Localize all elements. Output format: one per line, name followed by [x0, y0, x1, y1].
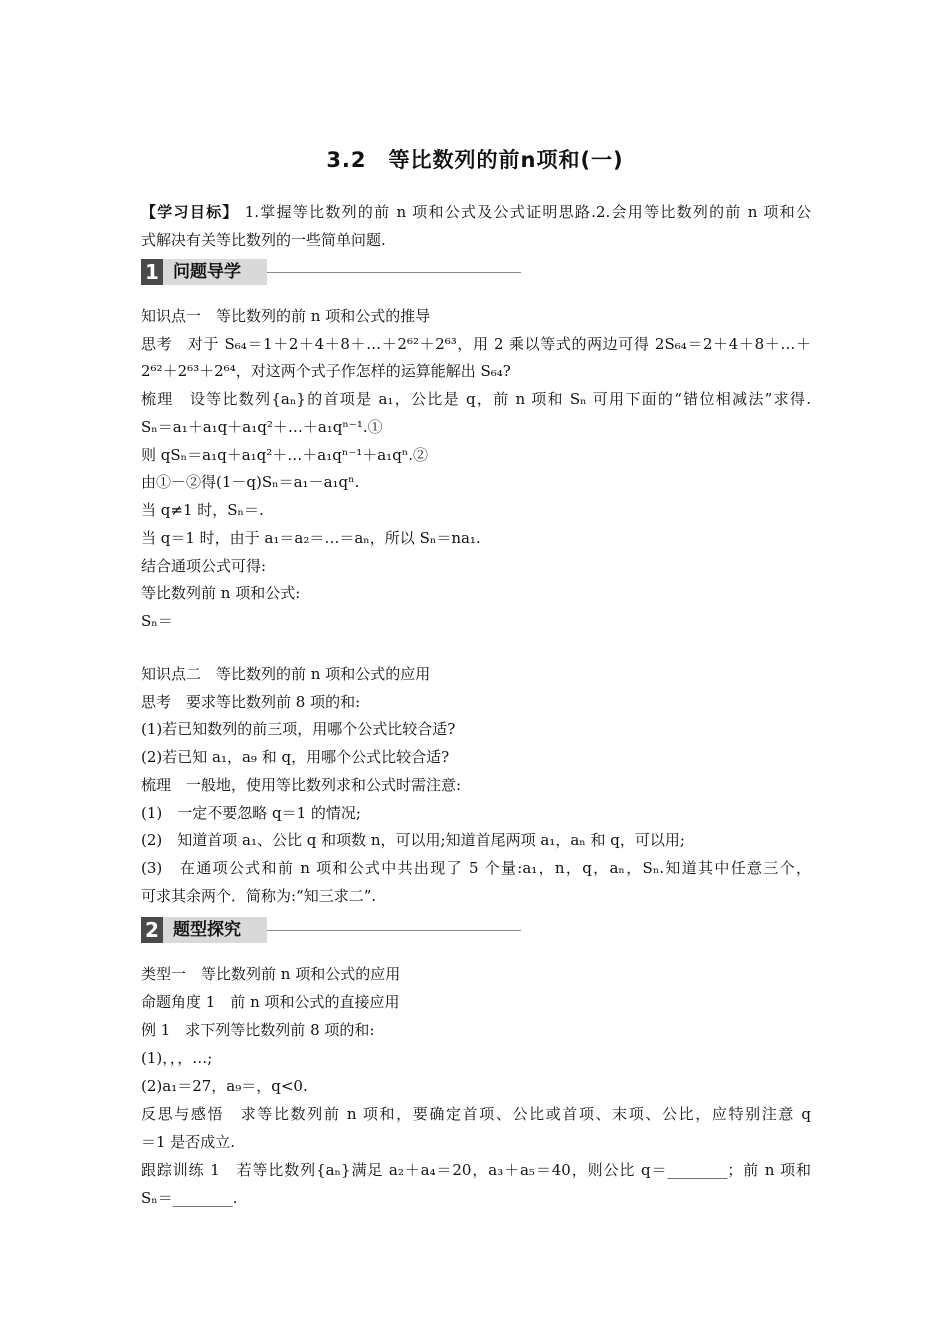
page-title: 3.2 等比数列的前n项和(一) — [326, 148, 624, 172]
section-heading-1 — [141, 259, 521, 285]
section-number: 1 — [141, 259, 163, 285]
text-line: (1)，，，…; — [141, 1049, 213, 1067]
section-rule — [267, 272, 521, 273]
text-line: 例 1 求下列等比数列前 8 项的和: — [141, 1021, 375, 1039]
goal-text-1: 1.掌握等比数列的前 n 项和公式及公式证明思路.2.会用等比数列的前 n 项和公 — [244, 203, 811, 221]
text-line: 知识点二 等比数列的前 n 项和公式的应用 — [141, 665, 431, 683]
section-number: 2 — [141, 917, 163, 943]
section-heading-2 — [141, 917, 521, 943]
text-line: 梳理 一般地，使用等比数列求和公式时需注意: — [141, 776, 462, 794]
text-line: 可求其余两个．简称为:“知三求二”. — [141, 887, 377, 905]
text-line: (1) 一定不要忽略 q＝1 的情况; — [141, 804, 361, 822]
text-line: 知识点一 等比数列的前 n 项和公式的推导 — [141, 307, 431, 325]
text-line: (1)若已知数列的前三项，用哪个公式比较合适? — [141, 720, 456, 738]
section-label: 题型探究 — [173, 920, 241, 940]
text-line: Sₙ＝ — [141, 612, 173, 630]
text-line: (3) 在通项公式和前 n 项和公式中共出现了 5 个量:a₁，n，q，aₙ，Sₙ.知道其中任意三个， — [141, 859, 811, 877]
text-line: 类型一 等比数列前 n 项和公式的应用 — [141, 965, 401, 983]
text-line: (2) 知道首项 a₁、公比 q 和项数 n，可以用;知道首尾两项 a₁，aₙ 和 q，可以用; — [141, 831, 685, 849]
text-line: 命题角度 1 前 n 项和公式的直接应用 — [141, 993, 400, 1011]
text-line: 2⁶²＋2⁶³＋2⁶⁴，对这两个式子作怎样的运算能解出 S₆₄? — [141, 362, 511, 380]
text-line: ＝1 是否成立. — [141, 1133, 236, 1151]
text-line: (2)a₁＝27，a₉＝，q<0. — [141, 1077, 308, 1095]
text-line: 由①－②得(1－q)Sₙ＝a₁－a₁qⁿ. — [141, 473, 360, 491]
text-line: 反思与感悟 求等比数列前 n 项和，要确定首项、公比或首项、末项、公比，应特别注意 q — [141, 1105, 811, 1123]
text-line: Sₙ＝________. — [141, 1189, 238, 1207]
text-line: 梳理 设等比数列{aₙ}的首项是 a₁，公比是 q，前 n 项和 Sₙ 可用下面的“错位相减法”求得. — [141, 390, 811, 408]
goal-line-1 — [141, 202, 811, 222]
text-line: 等比数列前 n 项和公式: — [141, 584, 301, 602]
section-rule — [267, 930, 521, 931]
text-line: 跟踪训练 1 若等比数列{aₙ}满足 a₂＋a₄＝20，a₃＋a₅＝40，则公比 q＝________；前 n 项和 — [141, 1161, 811, 1179]
text-line: 当 q＝1 时，由于 a₁＝a₂＝…＝aₙ，所以 Sₙ＝na₁. — [141, 529, 481, 547]
text-line: 思考 对于 S₆₄＝1＋2＋4＋8＋…＋2⁶²＋2⁶³，用 2 乘以等式的两边可得 2S₆₄＝2＋4＋8＋…＋ — [141, 335, 811, 353]
text-line: 结合通项公式可得: — [141, 557, 267, 575]
text-line: Sₙ＝a₁＋a₁q＋a₁q²＋…＋a₁qⁿ⁻¹.① — [141, 418, 383, 436]
text-line: 思考 要求等比数列前 8 项的和: — [141, 693, 361, 711]
goal-line-2: 式解决有关等比数列的一些简单问题. — [141, 231, 386, 249]
text-line: 则 qSₙ＝a₁q＋a₁q²＋…＋a₁qⁿ⁻¹＋a₁qⁿ.② — [141, 446, 429, 464]
text-line: (2)若已知 a₁，a₉ 和 q，用哪个公式比较合适? — [141, 748, 450, 766]
goal-label: 【学习目标】 — [141, 203, 239, 221]
section-label: 问题导学 — [173, 262, 241, 282]
text-line: 当 q≠1 时，Sₙ＝. — [141, 501, 264, 519]
